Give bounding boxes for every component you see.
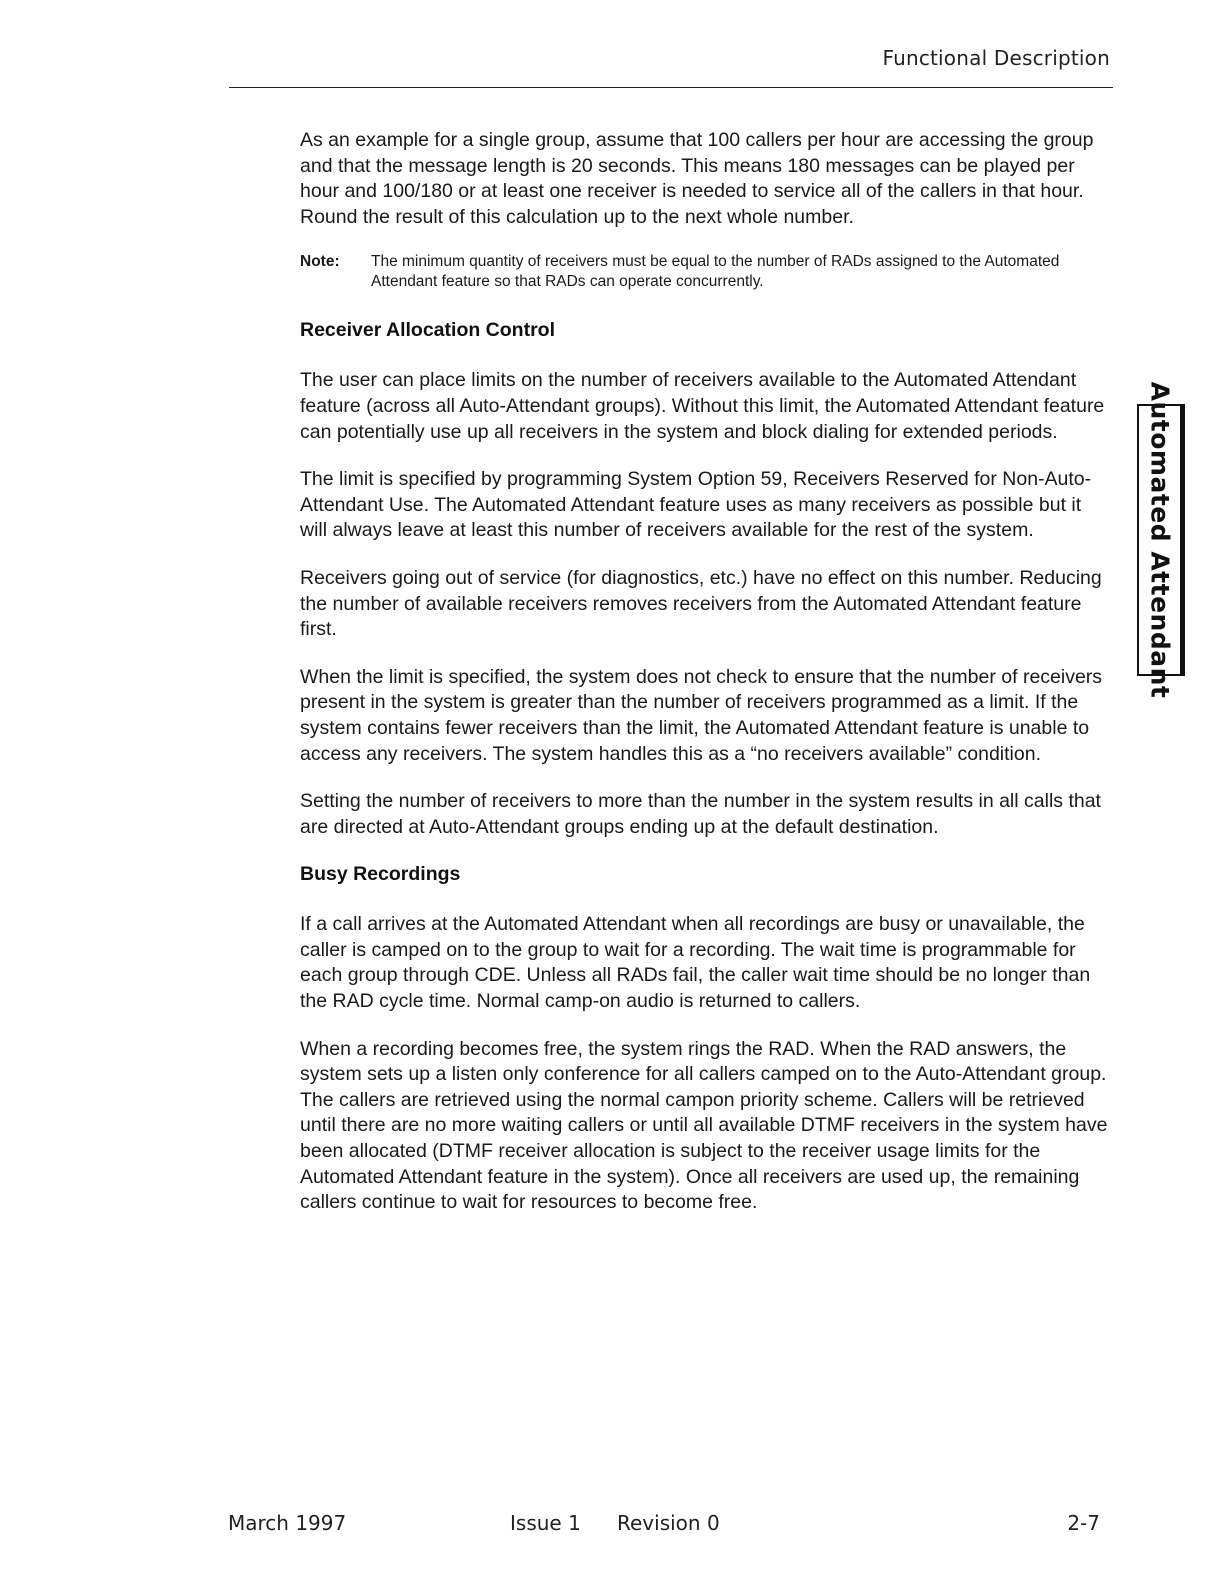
paragraph-example: As an example for a single group, assume that 100 callers per hour are accessing the group and that the message length is 20 seconds. This means 180 messages can be played per hour and 100/180 or at least one receiver is needed to service all of the callers in that hour. Round the result of this calculation up to the next whole number. bbox=[300, 129, 1094, 228]
header-rule bbox=[229, 87, 1113, 88]
note bbox=[300, 252, 1112, 292]
paragraph-limits: The user can place limits on the number of receivers available to the Automated Attendant feature (across all Auto-Attendant groups). Without this limit, the Automated Attendant feature can potentially use up all receivers in the system and block dialing for extended periods. bbox=[300, 369, 1105, 443]
footer-issue: Issue 1 bbox=[510, 1511, 581, 1535]
note-text: The minimum quantity of receivers must be equal to the number of RADs assigned to the Automated Attendant feature so that RADs can operate concurrently. bbox=[371, 253, 1060, 291]
footer-revision: Revision 0 bbox=[617, 1511, 720, 1535]
footer-page-number: 2-7 bbox=[1067, 1511, 1100, 1535]
paragraph-system-option: The limit is specified by programming System Option 59, Receivers Reserved for Non-Auto-Attendant Use. The Automated Attendant feature uses as many receivers as possible but it will always leave at least this number of receivers available for the rest of the system. bbox=[300, 468, 1092, 542]
section-side-tab bbox=[1137, 381, 1185, 699]
side-tab-label: Automated Attendant bbox=[1145, 381, 1174, 699]
running-header: Functional Description bbox=[882, 46, 1110, 70]
paragraph-limit-check: When the limit is specified, the system does not check to ensure that the number of receivers present in the system is greater than the number of receivers programmed as a limit. If the system contains fewer receivers than the limit, the Automated Attendant feature is unable to access any receivers. The system handles this as a “no receivers available” condition. bbox=[300, 665, 1103, 765]
heading-receiver-allocation: Receiver Allocation Control bbox=[300, 319, 555, 342]
note-label: Note: bbox=[300, 253, 340, 271]
paragraph-default-destination: Setting the number of receivers to more than the number in the system results in all calls that are directed at Auto-Attendant groups ending up at the default destination. bbox=[300, 790, 1101, 838]
paragraph-busy-camp-on: If a call arrives at the Automated Attendant when all recordings are busy or unavailable, the caller is camped on to the group to wait for a recording. The wait time is programmable for each group through CDE. Unless all RADs fail, the caller wait time should be no longer than the RAD cycle time. Normal camp-on audio is returned to callers. bbox=[300, 913, 1091, 1013]
paragraph-recording-free: When a recording becomes free, the system rings the RAD. When the RAD answers, the system sets up a listen only conference for all callers camped on to the Auto-Attendant group. The callers are retrieved using the normal campon priority scheme. Callers will be retrieved until there are no more waiting callers or until all available DTMF receivers in the system have been allocated (DTMF receiver allocation is subject to the receiver usage limits for the Automated Attendant feature in the system). Once all receivers are used up, the remaining callers continue to wait for resources to become free. bbox=[300, 1037, 1108, 1214]
heading-busy-recordings: Busy Recordings bbox=[300, 863, 461, 886]
page-body bbox=[300, 128, 1112, 1238]
footer-date: March 1997 bbox=[228, 1511, 347, 1535]
paragraph-out-of-service: Receivers going out of service (for diagnostics, etc.) have no effect on this number. Reducing the number of available receivers removes receivers from the Automated Attendant feature first. bbox=[300, 566, 1102, 641]
